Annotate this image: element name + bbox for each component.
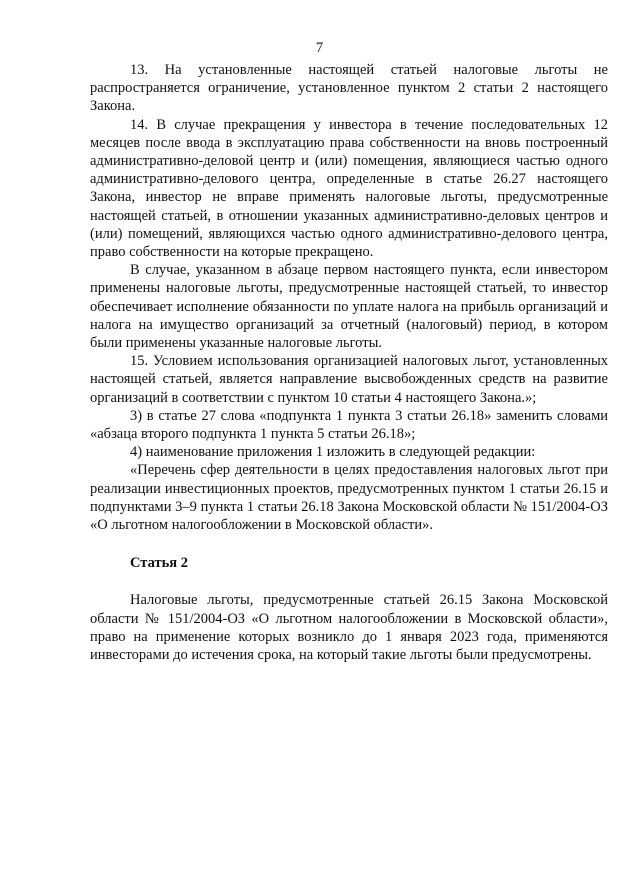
spacer xyxy=(90,534,608,554)
paragraph-amendment-3: 3) в статье 27 слова «подпункта 1 пункта 3 статьи 26.18» заменить словами «абзаца второго подпункта 1 пункта 5 статьи 26.18»; xyxy=(90,407,608,443)
paragraph-amendment-4: 4) наименование приложения 1 изложить в следующей редакции: xyxy=(130,444,536,461)
article-paragraph: Налоговые льготы, предусмотренные статьей 26.15 Закона Московской области № 151/2004-ОЗ «О льготном налогообложении в Московской области», право на применение которых возникло до 1 января 2023 года, применяются инвесторами до истечения срока, на который такие льготы были предусмотрены. xyxy=(90,592,608,664)
document-body xyxy=(90,61,608,664)
spacer xyxy=(90,572,608,591)
paragraph-item-14-second: В случае, указанном в абзаце первом настоящего пункта, если инвестором применены налоговые льготы, предусмотренные настоящей статьей, то инвестор обеспечивает исполнение обязанности по уплате налога на прибыль организаций и налога на имущество организаций за отчетный (налоговый) период, в котором были применены указанные налоговые льготы. xyxy=(90,262,608,352)
paragraph-appendix-title: «Перечень сфер деятельности в целях предоставления налоговых льгот при реализации инвестиционных проектов, предусмотренных пунктом 1 статьи 26.15 и подпунктами 3–9 пункта 1 статьи 26.18 Закона Московской области № 151/2004-ОЗ «О льготном налогообложении в Московской области». xyxy=(90,462,608,534)
paragraph-item-15: 15. Условием использования организацией налоговых льгот, установленных настоящей статьей, является направление высвобожденных средств на развитие организаций в соответствии с пунктом 10 статьи 4 настоящего Закона.»; xyxy=(90,353,608,406)
page-number: 7 xyxy=(315,40,324,56)
article-heading: Статья 2 xyxy=(130,555,188,572)
paragraph-item-14: 14. В случае прекращения у инвестора в течение последовательных 12 месяцев после ввода в эксплуатацию права собственности на вновь построенный административно-деловой центр и (или) помещения, являющиеся частью одного административно-делового центра, определенные в статье 26.27 настоящего Закона, инвестор не вправе применять налоговые льготы, предусмотренные настоящей статьей, в отношении указанных административно-деловых центров и (или) помещений, являющихся частью одного административно-делового центра, право собственности на которые прекращено. xyxy=(90,116,608,261)
paragraph-item-13: 13. На установленные настоящей статьей налоговые льготы не распространяется ограничение, установленное пунктом 2 статьи 2 настоящего Закона. xyxy=(90,62,608,115)
